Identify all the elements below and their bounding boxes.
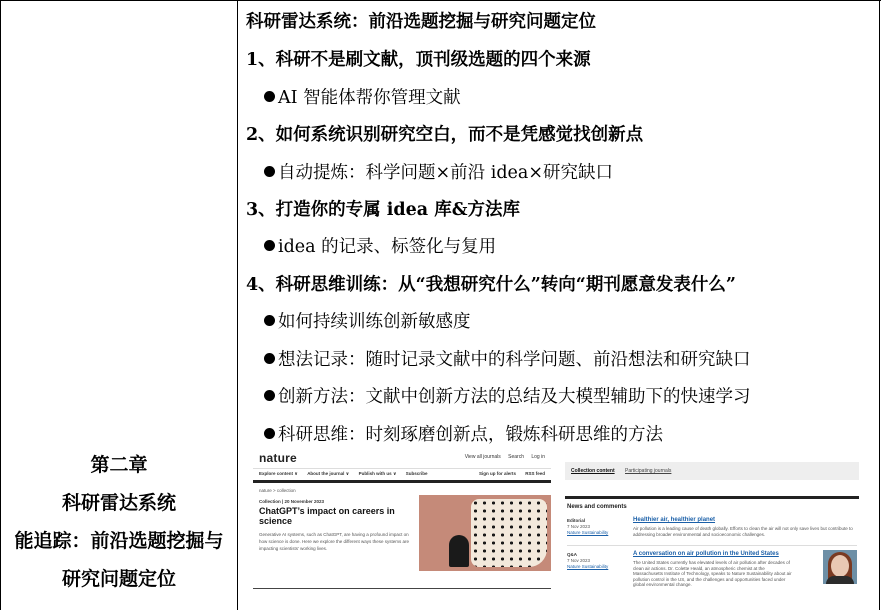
section-title: 科研雷达系统：前沿选题挖掘与研究问题定位 [246,12,596,32]
topic-1: 1、科研不是刷文献，顶刊级选题的四个来源 [246,50,591,70]
article-link[interactable]: Healthier air, healthier planet [633,517,716,523]
chapter-cell [1,446,237,598]
chapter-number: 第二章 [90,454,148,476]
nature-logo: nature [259,451,297,465]
nature-nav [253,468,551,483]
topic-4-bullet-4: 科研思维：时刻琢磨创新点，锻炼科研思维的方法 [264,421,663,446]
table-border-top [0,0,881,1]
bullet-dot-icon [264,428,275,439]
search-link[interactable]: Search [508,454,524,460]
bullet-dot-icon [264,353,275,364]
topic-4-bullet-1: 如何持续训练创新敏感度 [264,308,471,333]
view-all-journals-link[interactable]: View all journals [464,454,501,460]
collection-description: Generative AI systems, such as ChatGPT, are having a profound impact on how science is done. Here we explore the different ways these systems are impacting scientists’ working lives. [259,532,409,551]
sign-up-alerts-link[interactable]: Sign up for alerts [478,471,516,476]
news-comments-heading: News and comments [565,496,859,510]
source-link[interactable]: Nature Sustainability [567,564,609,569]
breadcrumb: nature > collection [259,488,296,493]
news-comments-screenshot: Collection content Participating journals News and comments Editorial 7 Nov 2023 Nature Sustainability Healthier air, healthier planet Air pollution is a leading cause of death globally. Efforts to clean the air will not only save lives but contribute to addressing broader environmental and socioeconomic challenges. Q&A 7 Nov 2023 Nature Sustainability A conversation on air pollution in the United States The United States currently has elevated levels of air pollution after decades of clean air actions. Dr. Colette Heald, an atmospheric chemist at the Massachusetts Institute of Technology, speaks to Nature Sustainability about air pollution control in the US, and the challenges and opportunities faced under global environmental change. [565,462,859,587]
topic-2: 2、如何系统识别研究空白，而不是凭感觉找创新点 [246,125,644,145]
chapter-title: 科研雷达系统 [61,492,176,514]
nav-publish-with-us[interactable]: Publish with us ∨ [358,471,397,476]
bullet-dot-icon [264,240,275,251]
source-link[interactable]: Nature Sustainability [567,530,609,535]
tab-collection-content[interactable]: Collection content [571,468,615,474]
login-link[interactable]: Log in [531,454,545,460]
topic-2-bullet-1: 自动提炼：科学问题×前沿 idea×研究缺口 [264,159,613,184]
chapter-subtitle-line2: 研究问题定位 [61,568,176,590]
topic-4: 4、科研思维训练：从“我想研究什么”转向“期刊愿意发表什么” [246,275,736,295]
head-silhouette-graphic [449,535,469,567]
divider [567,545,857,546]
collection-title: ChatGPT’s impact on careers in science [259,506,395,526]
tab-participating-journals[interactable]: Participating journals [625,468,672,474]
article-link[interactable]: A conversation on air pollution in the United States [633,551,779,557]
topic-1-bullet-1: AI 智能体帮你管理文献 [264,84,461,109]
bullet-dot-icon [264,166,275,177]
bullet-dot-icon [264,315,275,326]
top-links [459,454,545,460]
nature-collection-screenshot [253,448,551,596]
table-border-right [879,0,880,610]
collection-tabs [565,462,859,480]
chapter-subtitle-line1: 能追踪：前沿选题挖掘与 [14,530,224,552]
topic-4-bullet-2: 想法记录：随时记录文献中的科学问题、前沿想法和研究缺口 [264,346,751,371]
topic-3: 3、打造你的专属 idea 库&方法库 [246,200,521,220]
speech-bubbles-graphic [471,499,547,567]
nav-about-journal[interactable]: About the journal ∨ [307,471,350,476]
divider [253,588,551,589]
author-photo [823,550,857,584]
nav-explore-content[interactable]: Explore content ∨ [259,471,298,476]
collection-date: Collection | 20 November 2023 [259,499,325,504]
rss-feed-link[interactable]: RSS feed [525,471,545,476]
topic-3-bullet-1: idea 的记录、标签化与复用 [264,233,496,258]
hero-illustration [419,495,551,571]
column-divider [237,0,238,610]
nav-subscribe[interactable]: Subscribe [405,471,428,476]
bullet-dot-icon [264,91,275,102]
topic-4-bullet-3: 创新方法：文献中创新方法的总结及大模型辅助下的快速学习 [264,383,751,408]
bullet-dot-icon [264,390,275,401]
